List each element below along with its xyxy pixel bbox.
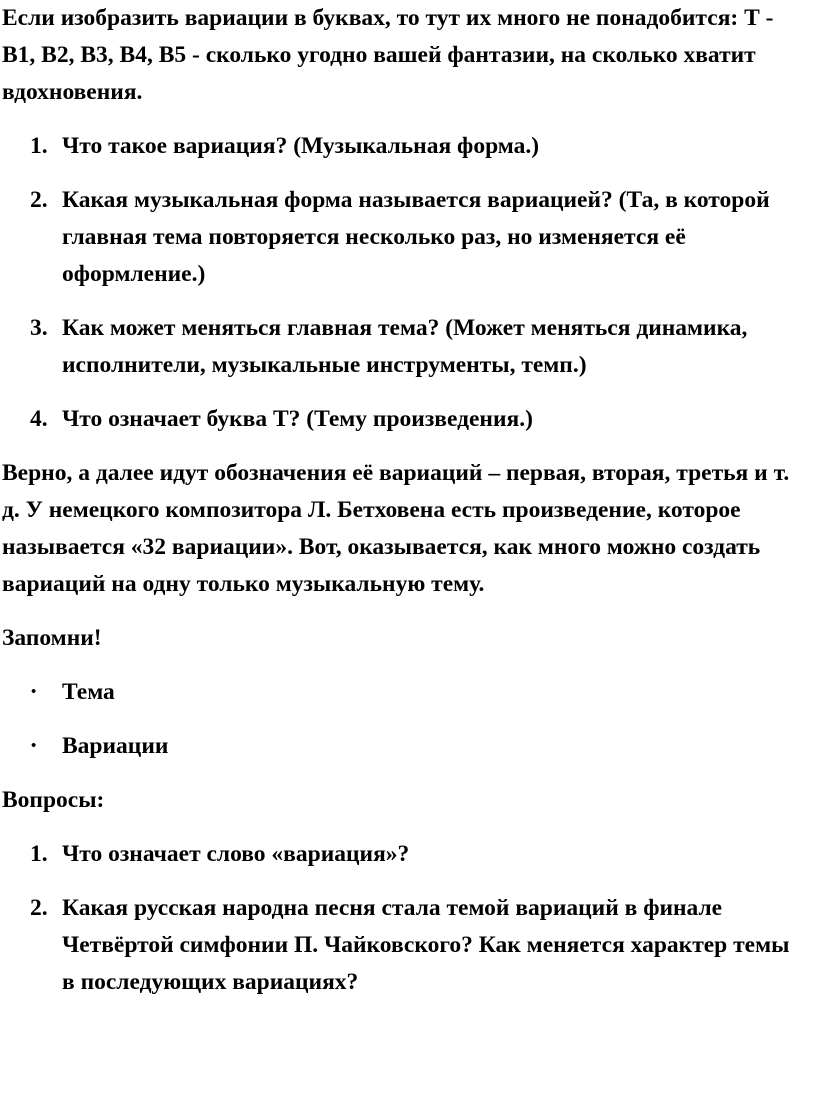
list-item-text: Что означает буква Т? (Тему произведения.)	[62, 406, 533, 432]
list-item-text: Какая русская народна песня стала темой вариаций в финале Четвёртой симфонии П. Чайковского? Как меняется характер темы в последующих вариациях?	[62, 895, 790, 995]
list-number: 2.	[30, 187, 48, 213]
review-questions-list	[2, 128, 802, 438]
list-item	[2, 401, 802, 438]
bullet-icon: •	[31, 684, 37, 700]
list-number: 2.	[30, 895, 48, 921]
list-item	[2, 128, 802, 165]
list-item	[2, 674, 802, 711]
remember-heading: Запомни!	[2, 625, 102, 651]
intro-paragraph: Если изобразить вариации в буквах, то тут их много не понадобится: Т - В1, В2, В3, В4, В5 - сколько угодно вашей фантазии, на сколько хватит вдохновения.	[2, 5, 774, 105]
list-item-text: Вариации	[62, 733, 169, 759]
list-item	[2, 836, 802, 873]
list-item	[2, 182, 802, 293]
list-item-text: Тема	[62, 679, 115, 705]
list-item	[2, 890, 802, 1001]
explanation-paragraph: Верно, а далее идут обозначения её вариаций – первая, вторая, третья и т. д. У немецкого композитора Л. Бетховена есть произведение, которое называется «32 вариации». Вот, оказывается, как много можно создать вариаций на одну только музыкальную тему.	[2, 460, 790, 597]
list-number: 4.	[30, 406, 48, 432]
list-item-text: Как может меняться главная тема? (Может меняться динамика, исполнители, музыкальные инструменты, темп.)	[62, 315, 748, 378]
list-number: 1.	[30, 841, 48, 867]
document-page	[2, 0, 802, 1001]
questions-heading: Вопросы:	[2, 787, 105, 813]
list-item-text: Какая музыкальная форма называется вариацией? (Та, в которой главная тема повторяется несколько раз, но изменяется её оформление.)	[62, 187, 770, 287]
list-item-text: Что означает слово «вариация»?	[62, 841, 410, 867]
list-number: 1.	[30, 133, 48, 159]
list-item	[2, 310, 802, 384]
homework-questions-list	[2, 836, 802, 1001]
list-item	[2, 728, 802, 765]
bullet-icon: •	[31, 738, 37, 754]
list-number: 3.	[30, 315, 48, 341]
remember-list	[2, 674, 802, 765]
list-item-text: Что такое вариация? (Музыкальная форма.)	[62, 133, 540, 159]
